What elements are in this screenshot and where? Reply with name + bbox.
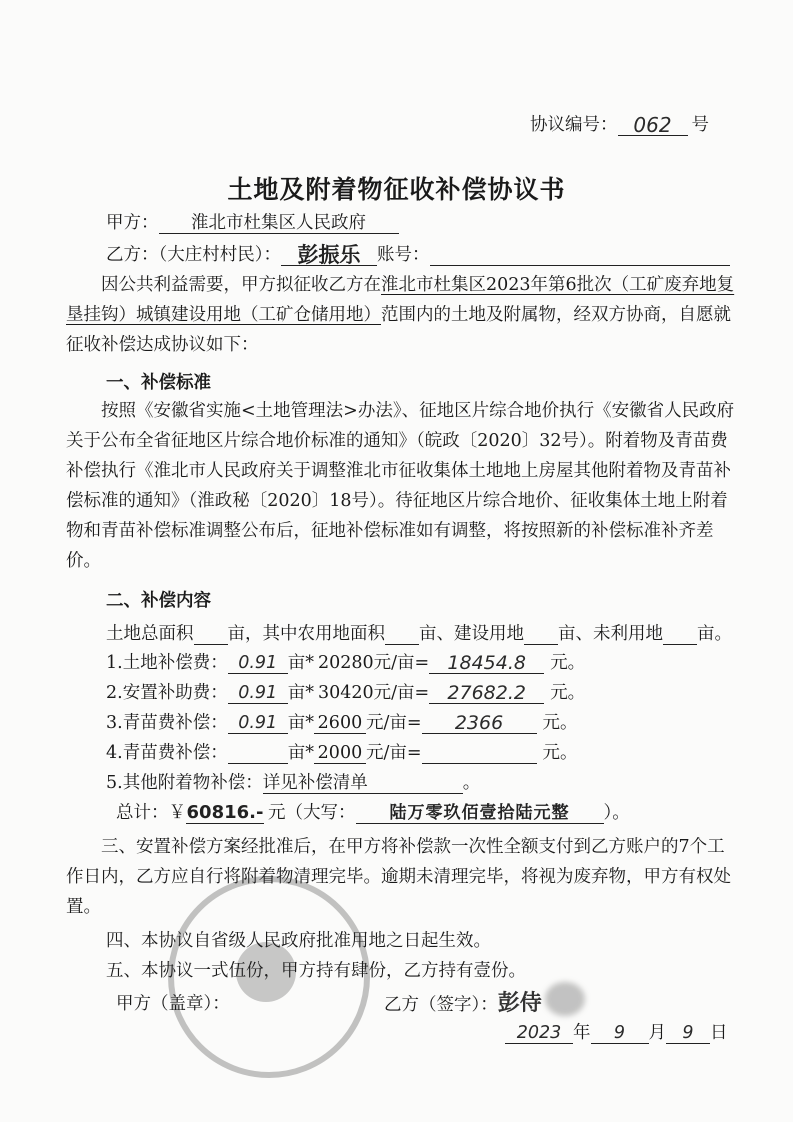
date-month: 9 <box>591 1023 649 1044</box>
party-a-line <box>106 212 399 234</box>
other-value: 详见补偿清单 <box>263 773 463 794</box>
construction-area-blank <box>524 644 558 645</box>
item-area: 0.91 <box>228 653 288 674</box>
item-rate: 2000 <box>314 743 366 764</box>
other-label: 5.其他附着物补偿： <box>106 773 263 793</box>
total-area-blank <box>194 644 228 645</box>
item-yuan: 元。 <box>542 713 578 733</box>
party-b-signature: 彭侍 <box>497 991 542 1016</box>
item-unit: 亩* <box>287 713 314 733</box>
farmland-area-blank <box>385 644 419 645</box>
unused-area-blank <box>663 644 697 645</box>
agreement-number-label: 协议编号： <box>530 115 618 135</box>
account-value <box>430 265 730 266</box>
date-year: 2023 <box>505 1023 573 1044</box>
section5-text: 五、本协议一式伍份，甲方持有肆份，乙方持有壹份。 <box>106 961 526 981</box>
agreement-number <box>530 114 709 136</box>
compensation-item <box>106 742 578 764</box>
agreement-number-value: 062 <box>618 115 688 136</box>
date-day: 9 <box>666 1023 710 1044</box>
intro-paragraph <box>66 270 736 360</box>
section1-text: 按照《安徽省实施<土地管理法>办法》、征地区片综合地价执行《安徽省人民政府关于公布全省征地区片综合地价标准的通知》（皖政〔2020〕32号）。附着物及青苗费补偿执行《淮北市人民政府关于调整淮北市征收集体土地地上房屋其他附着物及青苗补偿标准的通知》（淮政秘〔2020〕18号）。待征地区片综合地价、征收集体土地上附着物和青苗补偿标准调整公布后，征地补偿标准如有调整，将按照新的补偿标准补齐差价。 <box>66 401 735 571</box>
item-unit: 亩* <box>287 743 314 763</box>
section2-heading: 二、补偿内容 <box>106 591 211 611</box>
other-attachments-line <box>106 772 480 794</box>
item-area: 0.91 <box>228 683 288 704</box>
item-yuan: 元。 <box>550 653 586 673</box>
section4-text: 四、本协议自省级人民政府批准用地之日起生效。 <box>106 931 491 951</box>
intro-project: 淮北市杜集区2023年第6批次（工矿废弃地复垦挂钩）城镇建设用地（工矿仓储用地） <box>66 275 735 325</box>
party-a-signature-label: 甲方（盖章）： <box>116 994 230 1014</box>
section3-text: 三、安置补偿方案经批准后，在甲方将补偿款一次性全额支付到乙方账户的7个工作日内，乙方应自行将附着物清理完毕。逾期未清理完毕，将视为废弃物，甲方有权处置。 <box>66 837 731 917</box>
party-a-label: 甲方： <box>106 213 159 233</box>
item-rate: 2600 <box>314 713 366 734</box>
item-unit: 亩* <box>287 653 314 673</box>
date-day-unit: 日 <box>710 1023 728 1043</box>
item-yuan: 元。 <box>542 743 578 763</box>
item-unit: 亩* <box>287 683 314 703</box>
intro-part2: 范围内的土地及附属物，经双方协商，自愿就征收补偿达成协议如下： <box>66 305 731 355</box>
seal-emblem-icon <box>236 942 296 1002</box>
party-b-label: 乙方：（大庄村村民）： <box>106 245 281 265</box>
item-label: 3.青苗费补偿： <box>106 713 228 733</box>
item-rate-unit: 元/亩= <box>373 653 430 673</box>
item-rate: 30420 <box>317 683 374 703</box>
item-yuan: 元。 <box>550 683 586 703</box>
party-b-signature-label: 乙方（签字）： <box>384 995 498 1015</box>
land-area-text: 亩、未利用地 <box>558 624 663 644</box>
total-end: ）。 <box>603 803 630 823</box>
land-area-text: 亩，其中农用地面积 <box>227 624 385 644</box>
section1-heading: 一、补偿标准 <box>106 373 211 393</box>
item-rate-unit: 元/亩= <box>365 743 422 763</box>
item-amount: 27682.2 <box>429 683 544 704</box>
agreement-number-suffix: 号 <box>691 115 709 135</box>
total-line <box>116 802 630 824</box>
item-area <box>228 763 288 764</box>
party-a-value: 淮北市杜集区人民政府 <box>159 213 399 234</box>
item-area: 0.91 <box>228 713 288 734</box>
other-end: 。 <box>462 773 481 793</box>
item-amount <box>422 763 537 764</box>
date-month-unit: 月 <box>648 1023 666 1043</box>
total-label: 总计：￥ <box>116 803 186 823</box>
item-amount: 18454.8 <box>429 653 544 674</box>
intro-part1: 因公共利益需要，甲方拟征收乙方在 <box>101 275 381 295</box>
party-b-line <box>106 244 730 266</box>
total-words: 陆万零玖佰壹拾陆元整 <box>356 803 604 824</box>
item-rate-unit: 元/亩= <box>373 683 430 703</box>
party-b-name: 彭振乐 <box>281 245 377 266</box>
total-unit: 元（大写： <box>268 803 356 823</box>
total-value: 60816.- <box>186 802 264 823</box>
ink-smudge <box>545 982 585 1016</box>
item-amount: 2366 <box>422 713 537 734</box>
signature-date <box>505 1022 728 1044</box>
date-year-unit: 年 <box>573 1023 591 1043</box>
document-title: 土地及附着物征收补偿协议书 <box>227 175 566 204</box>
item-label: 1.土地补偿费： <box>106 653 228 673</box>
compensation-item <box>106 712 578 734</box>
party-b-signature-line <box>384 993 542 1016</box>
compensation-item <box>106 652 585 674</box>
land-area-text: 亩、建设用地 <box>419 624 524 644</box>
land-area-text: 亩。 <box>697 624 732 644</box>
official-seal <box>168 876 370 1078</box>
account-label: 账号： <box>377 245 430 265</box>
land-area-line <box>106 623 732 645</box>
item-label: 4.青苗费补偿： <box>106 743 228 763</box>
compensation-item <box>106 682 585 704</box>
land-area-text: 土地总面积 <box>106 624 194 644</box>
item-label: 2.安置补助费： <box>106 683 228 703</box>
item-rate-unit: 元/亩= <box>365 713 422 733</box>
item-rate: 20280 <box>317 653 374 673</box>
